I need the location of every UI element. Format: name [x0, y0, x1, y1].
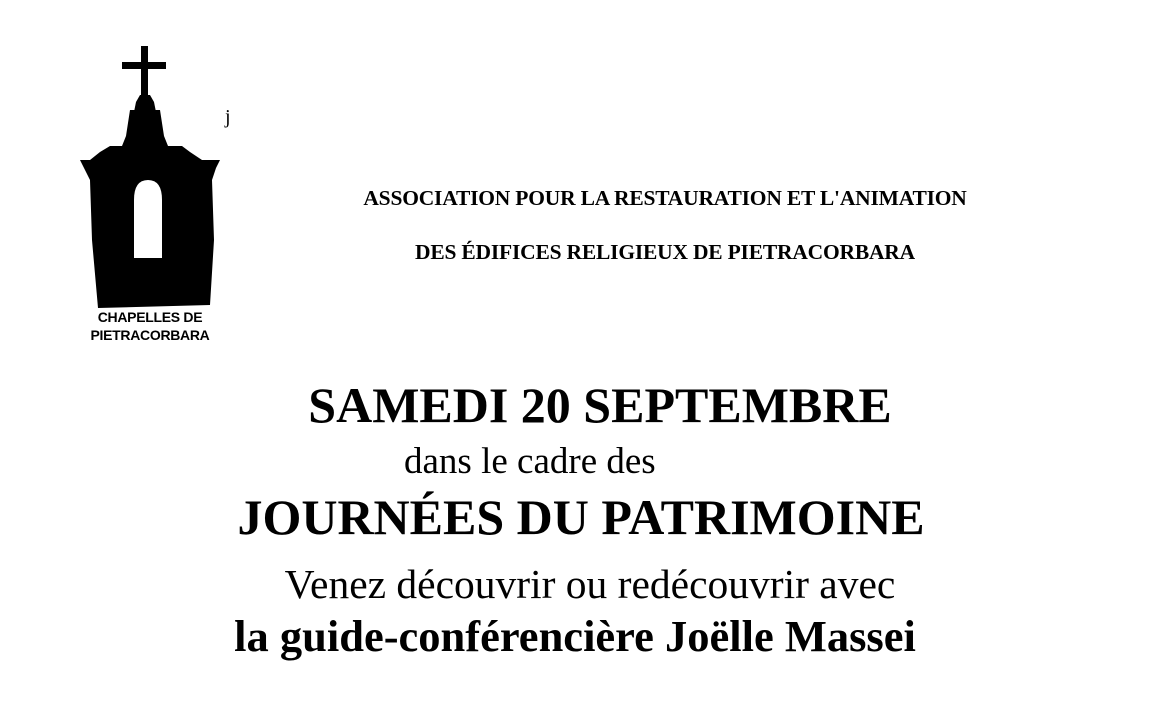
event-context: dans le cadre des: [404, 441, 656, 482]
logo-caption-line2: PIETRACORBARA: [90, 327, 210, 343]
event-title: JOURNÉES DU PATRIMOINE: [237, 489, 925, 545]
chapel-bell-tower-icon: [70, 40, 230, 310]
logo-caption-line1: CHAPELLES DE: [97, 309, 203, 325]
association-name-line1: ASSOCIATION POUR LA RESTAURATION ET L'ANIMATION: [363, 186, 967, 210]
event-guide: la guide-conférencière Joëlle Massei: [234, 611, 916, 661]
stray-character: j: [225, 106, 231, 128]
logo-caption: [70, 308, 230, 344]
association-logo: [70, 40, 230, 350]
event-invitation: Venez découvrir ou redécouvrir avec: [284, 561, 896, 607]
association-name-line2: DES ÉDIFICES RELIGIEUX DE PIETRACORBARA: [415, 240, 915, 264]
event-date: SAMEDI 20 SEPTEMBRE: [308, 377, 892, 433]
